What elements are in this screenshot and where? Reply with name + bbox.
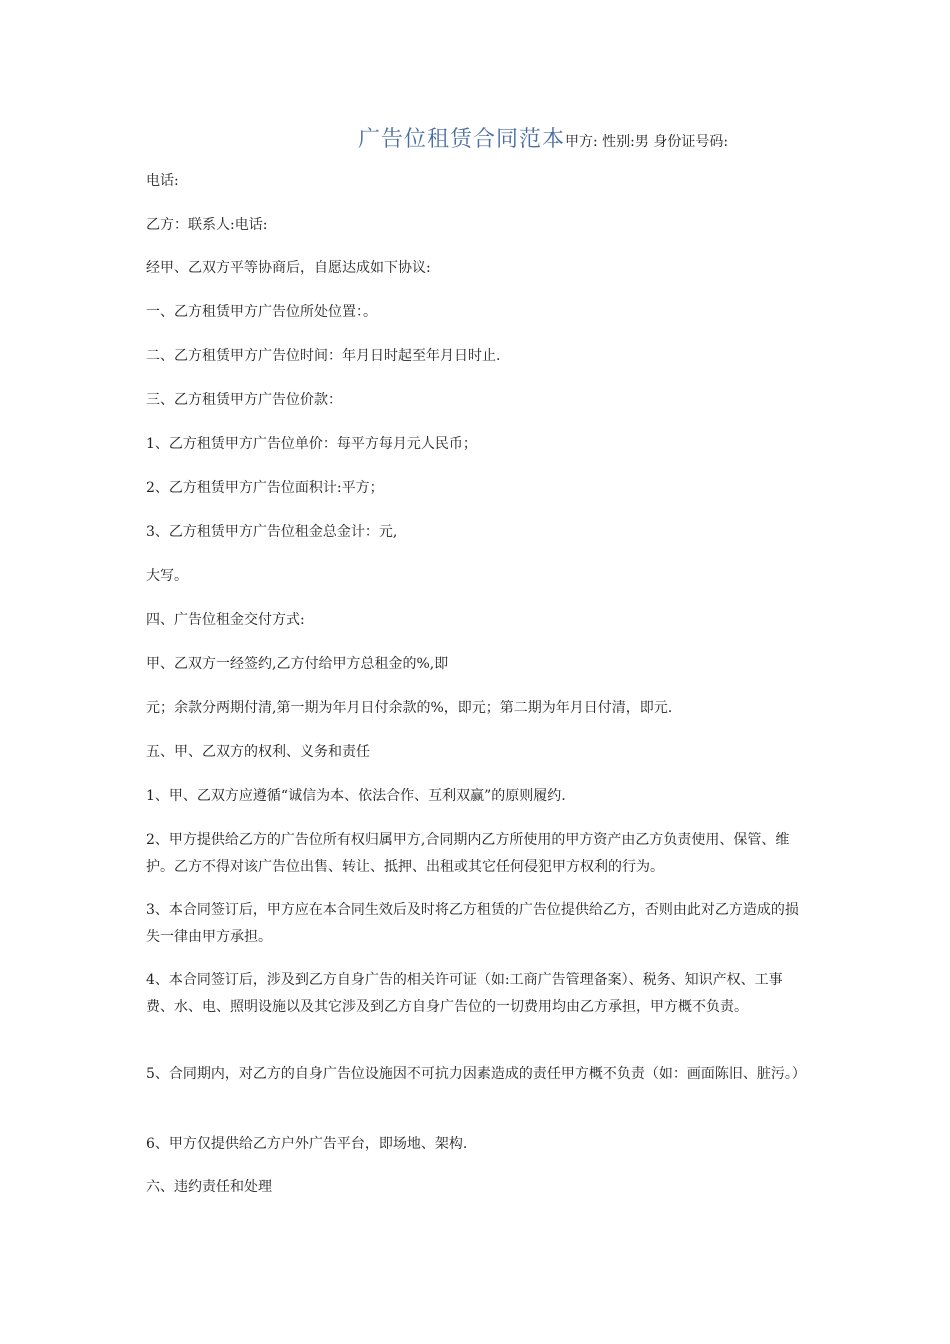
payment-first: 甲、乙双方一经签约,乙方付给甲方总租金的%,即	[146, 656, 449, 672]
section-5-rights: 五、甲、乙双方的权利、义务和责任	[146, 744, 370, 760]
section-1-location: 一、乙方租赁甲方广告位所处位置：。	[146, 304, 377, 320]
price-area: 2、乙方租赁甲方广告位面积计:平方；	[146, 480, 384, 496]
agreement-intro: 经甲、乙双方平等协商后，自愿达成如下协议:	[146, 260, 431, 276]
section-3-price: 三、乙方租赁甲方广告位价款：	[146, 392, 342, 408]
payment-remaining: 元；余款分两期付清,第一期为年月日付余款的%，即元；第二期为年月日付清，即元.	[146, 700, 673, 716]
party-b-info: 乙方：联系人:电话:	[146, 217, 268, 233]
party-a-phone: 电话:	[146, 173, 179, 189]
price-total: 3、乙方租赁甲方广告位租金总金计：元,	[146, 524, 398, 540]
rights-item-1: 1、甲、乙双方应遵循“诚信为本、依法合作、互利双赢”的原则履约.	[146, 788, 566, 804]
section-4-payment: 四、广告位租金交付方式:	[146, 612, 305, 628]
document-title: 广告位租赁合同范本	[358, 127, 566, 152]
section-6-liability: 六、违约责任和处理	[146, 1179, 272, 1195]
title-line	[358, 122, 728, 153]
price-total-words: 大写。	[146, 568, 188, 584]
section-2-period: 二、乙方租赁甲方广告位时间：年月日时起至年月日时止.	[146, 348, 501, 364]
rights-item-4: 4、本合同签订后，涉及到乙方自身广告的相关许可证（如:工商广告管理备案）、税务、知识产权、工事费、水、电、照明设施以及其它涉及到乙方自身广告位的一切费用均由乙方承担，甲方概不负责。	[146, 972, 783, 1015]
party-a-info: 甲方: 性别:男 身份证号码:	[565, 134, 729, 150]
rights-item-2: 2、甲方提供给乙方的广告位所有权归属甲方,合同期内乙方所使用的甲方资产由乙方负责使用、保管、维护。乙方不得对该广告位出售、转让、抵押、出租或其它任何侵犯甲方权利的行为。	[146, 832, 790, 875]
rights-item-6: 6、甲方仅提供给乙方户外广告平台，即场地、架构.	[146, 1136, 468, 1152]
price-unit: 1、乙方租赁甲方广告位单价：每平方每月元人民币；	[146, 436, 477, 452]
rights-item-3: 3、本合同签订后，甲方应在本合同生效后及时将乙方租赁的广告位提供给乙方，否则由此对乙方造成的损失一律由甲方承担。	[146, 902, 799, 945]
rights-item-5: 5、合同期内，对乙方的自身广告位设施因不可抗力因素造成的责任甲方概不负责（如：画面陈旧、脏污。）	[146, 1066, 806, 1082]
